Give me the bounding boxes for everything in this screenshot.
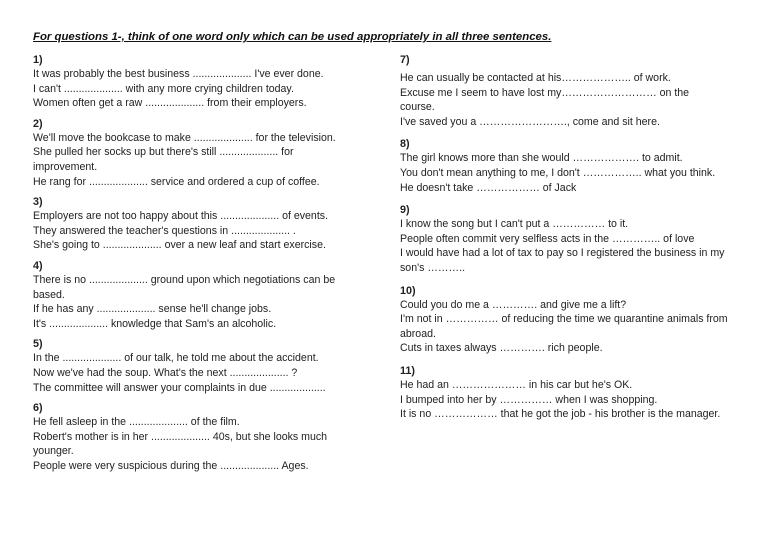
- sentence: You don't mean anything to me, I don't …………….. what you think.: [400, 166, 716, 179]
- question-number: 8): [400, 138, 410, 151]
- sentence: He rang for .................... service and ordered a cup of coffee.: [33, 175, 320, 188]
- sentence: Women often get a raw .................... from their employers.: [33, 97, 307, 110]
- sentence: He can usually be contacted at his……………….. of work.: [400, 72, 671, 84]
- question-block: [33, 259, 373, 331]
- sentence: People were very suspicious during the .................... Ages.: [33, 459, 309, 472]
- sentence: Robert's mother is in her .................... 40s, but she looks much younger.: [33, 430, 328, 458]
- question-number: 5): [33, 338, 43, 351]
- sentence: I would have had a lot of tax to pay so I registered the business in my son's ………..: [400, 247, 725, 274]
- question-block: [400, 284, 745, 356]
- question-block: [33, 53, 373, 111]
- sentence: He fell asleep in the .................... of the film.: [33, 416, 240, 429]
- sentence: I know the song but I can't put a …………… to it.: [400, 218, 629, 231]
- question-block: [400, 137, 745, 195]
- sentence: He had an ………………… in his car but he's OK.: [400, 378, 633, 391]
- sentence: Could you do me a …………. and give me a lift?: [400, 298, 627, 311]
- question-block: [33, 117, 373, 189]
- question-number: 2): [33, 117, 43, 130]
- question-number: 4): [33, 259, 43, 272]
- question-block: [400, 203, 745, 275]
- sentence: It is no ……………… that he got the job - his brother is the manager.: [400, 408, 721, 421]
- question-number: 3): [33, 196, 43, 209]
- sentence: She's going to .................... over a new leaf and start exercise.: [33, 239, 326, 252]
- sentence: They answered the teacher's questions in .................... .: [33, 224, 296, 237]
- question-block: [400, 53, 745, 129]
- sentence: Cuts in taxes always …………. rich people.: [400, 342, 603, 355]
- sentence: The committee will answer your complaints in due ...................: [33, 381, 326, 394]
- question-number: 7): [400, 54, 410, 66]
- sentence: I bumped into her by …………… when I was shopping.: [400, 393, 658, 406]
- sentence: I can't .................... with any more crying children today.: [33, 82, 294, 95]
- question-block: [33, 401, 373, 473]
- question-number: 11): [400, 364, 416, 377]
- sentence: It was probably the best business .................... I've ever done.: [33, 68, 324, 80]
- sentence: Now we've had the soup. What's the next .................... ?: [33, 366, 298, 379]
- sentence: I've saved you a ……………………., come and sit here.: [400, 115, 660, 128]
- sentence: There is no .................... ground upon which negotiations can be based.: [33, 273, 336, 301]
- sentence: He doesn't take ……………… of Jack: [400, 181, 577, 194]
- sentence: In the .................... of our talk, he told me about the accident.: [33, 352, 319, 365]
- sentence: We'll move the bookcase to make .................... for the television.: [33, 131, 336, 144]
- sentence: I'm not in …………… of reducing the time we quarantine animals from abroad.: [400, 313, 728, 340]
- question-number: 1): [33, 54, 43, 66]
- sentence: She pulled her socks up but there's still .................... for improvement.: [33, 146, 294, 173]
- question-number: 10): [400, 284, 416, 297]
- sentence: The girl knows more than she would ………………. to admit.: [400, 152, 683, 165]
- question-block: [33, 195, 373, 253]
- sentence: People often commit very selfless acts in the ………….. of love: [400, 232, 695, 245]
- sentence: Excuse me I seem to have lost my……………………… on the course.: [400, 86, 690, 114]
- sentence: Employers are not too happy about this .................... of events.: [33, 210, 329, 223]
- question-block: [33, 337, 373, 395]
- instructions-heading: For questions 1-, think of one word only which can be used appropriately in all three sentences.: [33, 31, 552, 43]
- question-block: [400, 364, 745, 422]
- question-number: 9): [400, 204, 410, 217]
- sentence: If he has any .................... sense he'll change jobs.: [33, 303, 272, 316]
- sentence: It's .................... knowledge that Sam's an alcoholic.: [33, 317, 277, 330]
- right-column: [400, 53, 745, 422]
- question-number: 6): [33, 402, 43, 415]
- left-column: [33, 53, 373, 473]
